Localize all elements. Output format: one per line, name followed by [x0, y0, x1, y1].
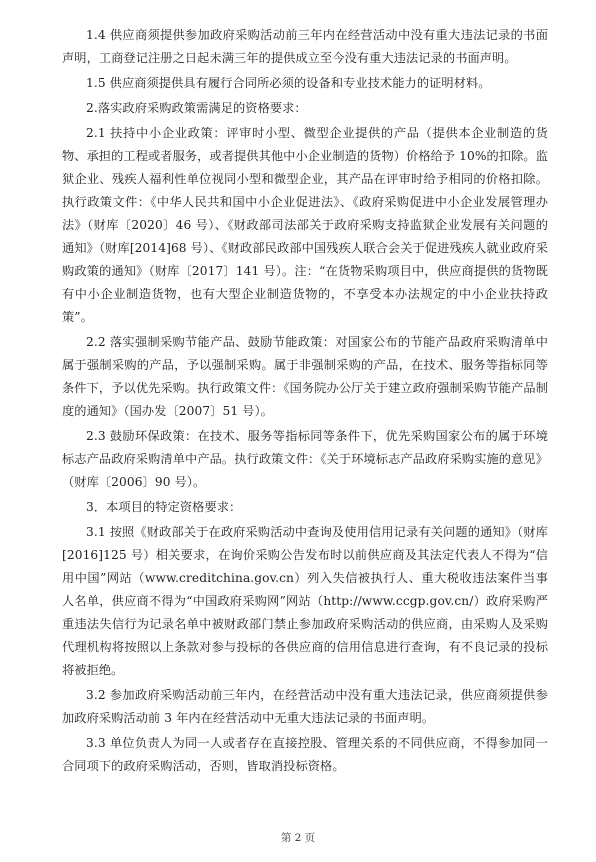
page-number: 第 2 页	[280, 832, 316, 844]
document-body	[62, 24, 548, 780]
paragraph-3-1: 3.1 按照《财政部关于在政府采购活动中查询及使用信用记录有关问题的通知》（财库[2016]125 号）相关要求，在询价采购公告发布时以前供应商及其法定代表人不得为“信用中国”网站（www.creditchina.gov.cn）列入失信被执行人、重大税收违法案件当事人名单，供应商不得为“中国政府采购网”网站（http://www.ccgp.gov.cn/）政府采购严重违法失信行为记录名单中被财政部门禁止参加政府采购活动的供应商，由采购人及采购代理机构将按照以上条款对参与投标的各供应商的信用信息进行查询，有不良记录的投标将被拒绝。	[62, 525, 548, 677]
paragraph-1-5: 1.5 供应商须提供具有履行合同所必须的设备和专业技术能力的证明材料。	[86, 76, 491, 90]
section-heading-3: 3．本项目的特定资格要求：	[86, 500, 242, 514]
section-heading-2: 2.落实政府采购政策需满足的资格要求：	[86, 101, 307, 115]
paragraph-1-4: 1.4 供应商须提供参加政府采购活动前三年内在经营活动中没有重大违法记录的书面声明，工商登记注册之日起未满三年的提供成立至今没有重大违法记录的书面声明。	[62, 28, 548, 65]
paragraph-2-1: 2.1 扶持中小企业政策：评审时小型、微型企业提供的产品（提供本企业制造的货物、承担的工程或者服务，或者提供其他中小企业制造的货物）价格给予 10%的扣除。监狱企业、残疾人福利性单位视同小型和微型企业，其产品在评审时给予相同的价格扣除。执行政策文件：《中华人民共和国中小企业促进法》、《政府采购促进中小企业发展管理办法》（财库〔2020〕46 号）、《财政部司法部关于政府采购支持监狱企业发展有关问题的通知》（财库[2014]68 号）、《财政部民政部中国残疾人联合会关于促进残疾人就业政府采购政策的通知》（财库〔2017〕141 号）。注：“在货物采购项目中，供应商提供的货物既有中小企业制造货物，也有大型企业制造货物的，不享受本办法规定的中小企业扶持政策”。	[62, 126, 548, 324]
paragraph-3-3: 3.3 单位负责人为同一人或者存在直接控股、管理关系的不同供应商，不得参加同一合同项下的政府采购活动，否则，皆取消投标资格。	[62, 736, 548, 773]
paragraph-2-2: 2.2 落实强制采购节能产品、鼓励节能政策：对国家公布的节能产品政府采购清单中属于强制采购的产品，予以强制采购。属于非强制采购的产品，在技术、服务等指标同等条件下，予以优先采购。执行政策文件：《国务院办公厅关于建立政府强制采购节能产品制度的通知》（国办发〔2007〕51 号）。	[62, 335, 548, 418]
paragraph-3-2: 3.2 参加政府采购活动前三年内，在经营活动中没有重大违法记录，供应商须提供参加政府采购活动前 3 年内在经营活动中无重大违法记录的书面声明。	[62, 688, 548, 725]
paragraph-2-3: 2.3 鼓励环保政策：在技术、服务等指标同等条件下，优先采购国家公布的属于环境标志产品政府采购清单中产品。执行政策文件：《关于环境标志产品政府采购实施的意见》（财库〔2006〕90 号）。	[62, 429, 548, 489]
